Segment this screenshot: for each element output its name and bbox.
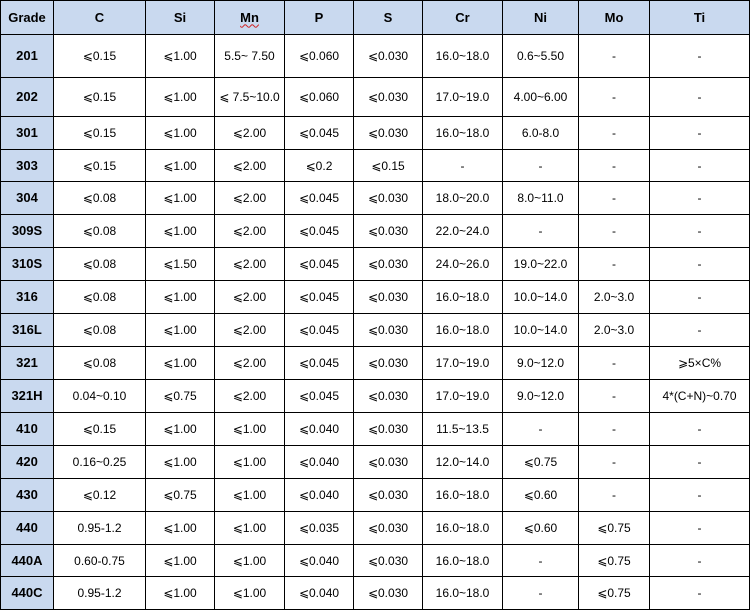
cell-ni: - <box>503 545 579 577</box>
cell-cr: - <box>423 150 503 182</box>
cell-s: ⩽0.030 <box>354 281 423 314</box>
cell-cr: 16.0~18.0 <box>423 545 503 577</box>
table-row <box>1 347 750 380</box>
header-s: S <box>354 1 423 35</box>
cell-ti: - <box>650 182 750 215</box>
cell-c: ⩽0.15 <box>54 78 146 117</box>
cell-s: ⩽0.030 <box>354 117 423 150</box>
cell-c: 0.95-1.2 <box>54 512 146 545</box>
grade-cell: 304 <box>1 182 54 215</box>
cell-mo: - <box>579 413 650 446</box>
grade-cell: 420 <box>1 446 54 479</box>
cell-c: 0.04~0.10 <box>54 380 146 413</box>
cell-mn: ⩽2.00 <box>215 215 285 248</box>
cell-s: ⩽0.030 <box>354 380 423 413</box>
cell-c: 0.60-0.75 <box>54 545 146 577</box>
cell-ti: - <box>650 35 750 78</box>
cell-mo: ⩽0.75 <box>579 512 650 545</box>
cell-c: ⩽0.08 <box>54 281 146 314</box>
cell-c: ⩽0.15 <box>54 150 146 182</box>
cell-mo: - <box>579 380 650 413</box>
cell-ti: - <box>650 281 750 314</box>
cell-mn: ⩽2.00 <box>215 248 285 281</box>
cell-ti: - <box>650 577 750 610</box>
cell-si: ⩽1.00 <box>146 117 215 150</box>
cell-s: ⩽0.030 <box>354 479 423 512</box>
cell-ti: - <box>650 117 750 150</box>
cell-mn: ⩽2.00 <box>215 314 285 347</box>
cell-ti: ⩾5×C% <box>650 347 750 380</box>
cell-p: ⩽0.045 <box>285 281 354 314</box>
cell-ni: 19.0~22.0 <box>503 248 579 281</box>
cell-c: ⩽0.08 <box>54 182 146 215</box>
cell-mo: - <box>579 182 650 215</box>
cell-ni: ⩽0.60 <box>503 479 579 512</box>
header-ni: Ni <box>503 1 579 35</box>
cell-mo: - <box>579 215 650 248</box>
cell-c: ⩽0.08 <box>54 215 146 248</box>
cell-mo: - <box>579 479 650 512</box>
cell-s: ⩽0.030 <box>354 248 423 281</box>
cell-cr: 16.0~18.0 <box>423 281 503 314</box>
grade-cell: 201 <box>1 35 54 78</box>
table-row <box>1 78 750 117</box>
cell-s: ⩽0.030 <box>354 545 423 577</box>
cell-si: ⩽1.00 <box>146 150 215 182</box>
cell-mo: - <box>579 446 650 479</box>
cell-p: ⩽0.040 <box>285 413 354 446</box>
cell-ni: 0.6~5.50 <box>503 35 579 78</box>
table-row <box>1 413 750 446</box>
cell-cr: 16.0~18.0 <box>423 512 503 545</box>
cell-mn: ⩽2.00 <box>215 117 285 150</box>
cell-p: ⩽0.045 <box>285 380 354 413</box>
cell-si: ⩽0.75 <box>146 380 215 413</box>
cell-mo: - <box>579 35 650 78</box>
cell-ni: - <box>503 413 579 446</box>
table-row <box>1 35 750 78</box>
header-grade: Grade <box>1 1 54 35</box>
cell-ni: - <box>503 577 579 610</box>
cell-c: ⩽0.15 <box>54 117 146 150</box>
cell-p: ⩽0.040 <box>285 479 354 512</box>
cell-mo: - <box>579 248 650 281</box>
table-row <box>1 182 750 215</box>
cell-mo: - <box>579 117 650 150</box>
table-row <box>1 545 750 577</box>
cell-si: ⩽1.00 <box>146 35 215 78</box>
cell-s: ⩽0.030 <box>354 512 423 545</box>
cell-mo: - <box>579 347 650 380</box>
grade-cell: 303 <box>1 150 54 182</box>
table-row <box>1 215 750 248</box>
cell-cr: 16.0~18.0 <box>423 314 503 347</box>
cell-c: 0.16~0.25 <box>54 446 146 479</box>
cell-cr: 16.0~18.0 <box>423 479 503 512</box>
cell-ni: ⩽0.75 <box>503 446 579 479</box>
cell-ti: - <box>650 215 750 248</box>
table-row <box>1 117 750 150</box>
cell-ni: - <box>503 150 579 182</box>
cell-ti: - <box>650 314 750 347</box>
cell-c: 0.95-1.2 <box>54 577 146 610</box>
cell-si: ⩽0.75 <box>146 479 215 512</box>
table-row <box>1 150 750 182</box>
cell-ti: 4*(C+N)~0.70 <box>650 380 750 413</box>
cell-si: ⩽1.00 <box>146 182 215 215</box>
cell-s: ⩽0.030 <box>354 347 423 380</box>
cell-mn: ⩽1.00 <box>215 545 285 577</box>
cell-s: ⩽0.030 <box>354 577 423 610</box>
cell-ni: 9.0~12.0 <box>503 380 579 413</box>
header-row <box>1 1 750 35</box>
table-row <box>1 479 750 512</box>
table-row <box>1 577 750 610</box>
cell-mo: - <box>579 150 650 182</box>
header-p: P <box>285 1 354 35</box>
header-si: Si <box>146 1 215 35</box>
cell-mo: ⩽0.75 <box>579 545 650 577</box>
table-body <box>1 35 750 610</box>
grade-cell: 202 <box>1 78 54 117</box>
cell-si: ⩽1.00 <box>146 314 215 347</box>
grade-cell: 410 <box>1 413 54 446</box>
cell-s: ⩽0.030 <box>354 78 423 117</box>
cell-mn: ⩽1.00 <box>215 512 285 545</box>
grade-cell: 321 <box>1 347 54 380</box>
cell-p: ⩽0.040 <box>285 545 354 577</box>
cell-cr: 11.5~13.5 <box>423 413 503 446</box>
cell-cr: 24.0~26.0 <box>423 248 503 281</box>
cell-ti: - <box>650 446 750 479</box>
cell-cr: 22.0~24.0 <box>423 215 503 248</box>
cell-si: ⩽1.00 <box>146 347 215 380</box>
cell-mo: 2.0~3.0 <box>579 281 650 314</box>
cell-p: ⩽0.045 <box>285 182 354 215</box>
cell-p: ⩽0.045 <box>285 314 354 347</box>
grade-cell: 321H <box>1 380 54 413</box>
cell-ti: - <box>650 479 750 512</box>
cell-si: ⩽1.00 <box>146 545 215 577</box>
cell-cr: 17.0~19.0 <box>423 78 503 117</box>
cell-s: ⩽0.15 <box>354 150 423 182</box>
cell-mn: ⩽1.00 <box>215 413 285 446</box>
cell-mn: ⩽2.00 <box>215 380 285 413</box>
cell-mn: ⩽1.00 <box>215 577 285 610</box>
cell-p: ⩽0.045 <box>285 117 354 150</box>
header-mo: Mo <box>579 1 650 35</box>
cell-ti: - <box>650 545 750 577</box>
cell-ti: - <box>650 512 750 545</box>
cell-p: ⩽0.045 <box>285 347 354 380</box>
cell-cr: 16.0~18.0 <box>423 35 503 78</box>
cell-mn: ⩽2.00 <box>215 281 285 314</box>
header-c: C <box>54 1 146 35</box>
grade-cell: 440 <box>1 512 54 545</box>
table-row <box>1 446 750 479</box>
grade-cell: 430 <box>1 479 54 512</box>
cell-mn: ⩽2.00 <box>215 150 285 182</box>
cell-mn: ⩽2.00 <box>215 347 285 380</box>
grade-cell: 310S <box>1 248 54 281</box>
grade-cell: 316L <box>1 314 54 347</box>
cell-p: ⩽0.040 <box>285 577 354 610</box>
cell-s: ⩽0.030 <box>354 35 423 78</box>
grade-cell: 440A <box>1 545 54 577</box>
cell-si: ⩽1.00 <box>146 413 215 446</box>
table-row <box>1 281 750 314</box>
table-row <box>1 380 750 413</box>
cell-ti: - <box>650 150 750 182</box>
cell-c: ⩽0.12 <box>54 479 146 512</box>
cell-ti: - <box>650 413 750 446</box>
cell-p: ⩽0.060 <box>285 78 354 117</box>
cell-ti: - <box>650 248 750 281</box>
cell-ni: 10.0~14.0 <box>503 314 579 347</box>
cell-c: ⩽0.08 <box>54 347 146 380</box>
cell-cr: 12.0~14.0 <box>423 446 503 479</box>
cell-ni: 9.0~12.0 <box>503 347 579 380</box>
grade-cell: 440C <box>1 577 54 610</box>
cell-mo: 2.0~3.0 <box>579 314 650 347</box>
cell-mn: ⩽2.00 <box>215 182 285 215</box>
cell-mn: ⩽1.00 <box>215 446 285 479</box>
table-row <box>1 512 750 545</box>
cell-s: ⩽0.030 <box>354 182 423 215</box>
header-cr: Cr <box>423 1 503 35</box>
header-mn: Mn <box>215 1 285 35</box>
cell-p: ⩽0.045 <box>285 248 354 281</box>
cell-p: ⩽0.060 <box>285 35 354 78</box>
cell-c: ⩽0.08 <box>54 314 146 347</box>
cell-p: ⩽0.2 <box>285 150 354 182</box>
cell-ni: - <box>503 215 579 248</box>
cell-mn: 5.5~ 7.50 <box>215 35 285 78</box>
cell-c: ⩽0.15 <box>54 413 146 446</box>
table-row <box>1 248 750 281</box>
cell-s: ⩽0.030 <box>354 446 423 479</box>
cell-ni: 10.0~14.0 <box>503 281 579 314</box>
cell-ni: 8.0~11.0 <box>503 182 579 215</box>
grade-cell: 301 <box>1 117 54 150</box>
cell-p: ⩽0.045 <box>285 215 354 248</box>
cell-cr: 18.0~20.0 <box>423 182 503 215</box>
cell-s: ⩽0.030 <box>354 314 423 347</box>
cell-ni: 4.00~6.00 <box>503 78 579 117</box>
cell-p: ⩽0.040 <box>285 446 354 479</box>
cell-ni: 6.0-8.0 <box>503 117 579 150</box>
cell-p: ⩽0.035 <box>285 512 354 545</box>
cell-si: ⩽1.00 <box>146 281 215 314</box>
grade-cell: 316 <box>1 281 54 314</box>
table-row <box>1 314 750 347</box>
cell-c: ⩽0.15 <box>54 35 146 78</box>
cell-si: ⩽1.00 <box>146 446 215 479</box>
cell-cr: 17.0~19.0 <box>423 380 503 413</box>
cell-ti: - <box>650 78 750 117</box>
header-ti: Ti <box>650 1 750 35</box>
cell-cr: 16.0~18.0 <box>423 117 503 150</box>
cell-si: ⩽1.00 <box>146 78 215 117</box>
cell-si: ⩽1.00 <box>146 512 215 545</box>
cell-si: ⩽1.50 <box>146 248 215 281</box>
cell-ni: ⩽0.60 <box>503 512 579 545</box>
cell-mo: - <box>579 78 650 117</box>
cell-s: ⩽0.030 <box>354 215 423 248</box>
cell-c: ⩽0.08 <box>54 248 146 281</box>
cell-si: ⩽1.00 <box>146 215 215 248</box>
cell-mn: ⩽ 7.5~10.0 <box>215 78 285 117</box>
cell-s: ⩽0.030 <box>354 413 423 446</box>
cell-mo: ⩽0.75 <box>579 577 650 610</box>
cell-cr: 17.0~19.0 <box>423 347 503 380</box>
cell-mn: ⩽1.00 <box>215 479 285 512</box>
cell-si: ⩽1.00 <box>146 577 215 610</box>
grade-cell: 309S <box>1 215 54 248</box>
cell-cr: 16.0~18.0 <box>423 577 503 610</box>
